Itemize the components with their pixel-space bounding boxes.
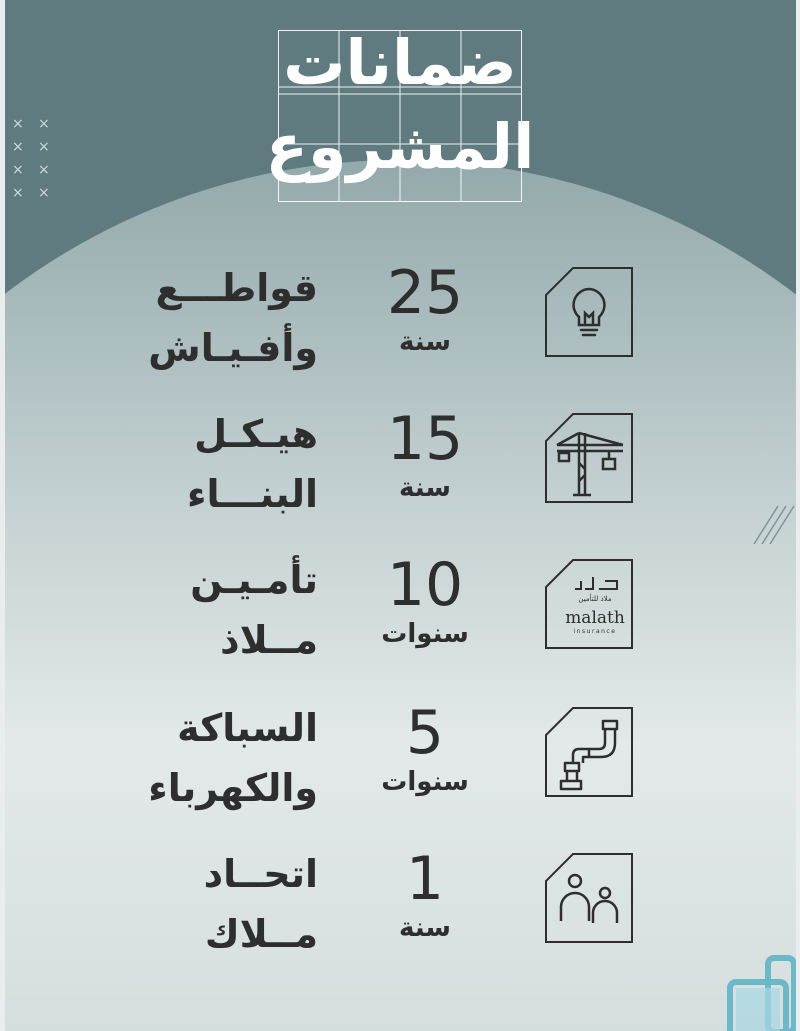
guarantee-row-5: [0, 844, 800, 978]
page-title-line-1: ضمانات: [283, 26, 517, 99]
guarantee-label-line-2: وأفـيـاش: [148, 326, 318, 370]
guarantee-unit: سنة: [399, 473, 451, 503]
crane-icon: [545, 413, 633, 503]
poster: × × × × × × × × ضمانات المشروع 25 سنة قواطـــع وأفـيـاش 15 سنة هيـكـل البنـــاء بيوت ملاذ للتأمين malath insurance 10 سنوات تأمـيـن مــلاذ 5 سنوات السباكة والكهرباء 1 سنة اتحــاد مــلاك: [0, 0, 800, 1031]
guarantee-label-line-1: اتحــاد: [203, 852, 318, 896]
slash-decoration: [752, 502, 796, 546]
guarantee-unit: سنة: [399, 327, 451, 357]
watermark: بيوت: [355, 508, 396, 532]
guarantee-unit: سنوات: [381, 767, 469, 797]
guarantee-unit: سنة: [399, 913, 451, 943]
guarantee-label-line-2: مــلاذ: [220, 618, 318, 662]
guarantee-row-1: [0, 258, 800, 392]
guarantee-years: 5: [405, 698, 445, 768]
guarantee-label-line-1: قواطـــع: [155, 266, 318, 310]
page-title-line-2: المشروع: [265, 110, 535, 183]
malath-arabic-text: ملاذ للتأمين: [578, 595, 612, 603]
guarantee-label-line-1: هيـكـل: [194, 412, 318, 456]
guarantee-label-line-2: البنـــاء: [187, 472, 318, 516]
owners-icon: [545, 853, 633, 943]
malath-latin-text: malath: [565, 608, 625, 628]
guarantee-row-2: [0, 404, 800, 538]
guarantee-label-line-2: والكهرباء: [148, 766, 318, 810]
guarantee-years: 15: [386, 404, 464, 474]
guarantee-row-3: [0, 550, 800, 684]
guarantee-years: 1: [405, 844, 445, 914]
malath-sub-text: insurance: [573, 628, 617, 635]
malath-logo-icon: [545, 559, 633, 649]
corner-decoration: [722, 948, 796, 1031]
guarantee-unit: سنوات: [381, 619, 469, 649]
guarantee-row-4: [0, 698, 800, 832]
guarantee-years: 25: [386, 258, 464, 328]
guarantee-label-line-2: مــلاك: [204, 912, 318, 956]
guarantee-years: 10: [386, 550, 464, 620]
guarantee-label-line-1: السباكة: [177, 706, 318, 750]
pipe-icon: [545, 707, 633, 797]
guarantee-label-line-1: تأمـيـن: [190, 558, 318, 602]
lightbulb-icon: [545, 267, 633, 357]
